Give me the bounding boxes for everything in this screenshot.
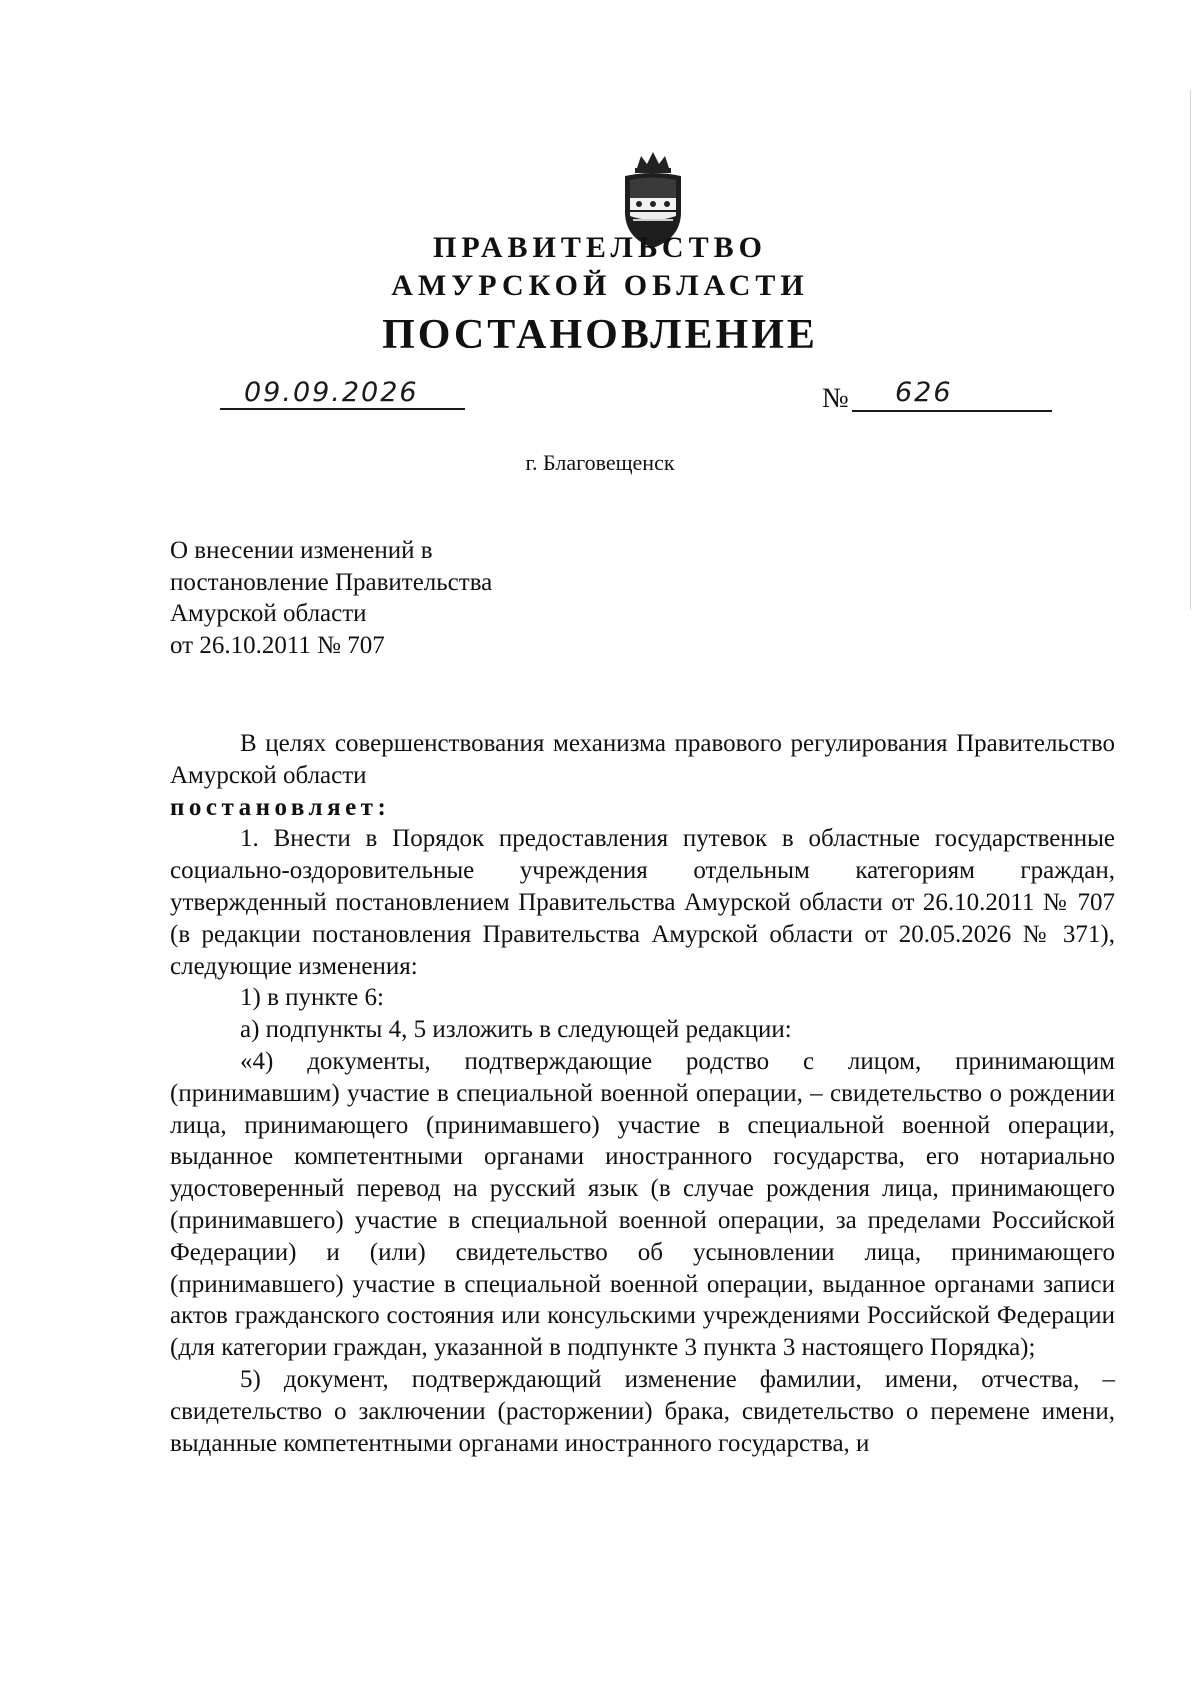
paragraph-item-1-1: 1) в пункте 6: xyxy=(240,984,384,1012)
number-underline xyxy=(852,410,1052,412)
paragraph-preamble: В целях совершенствования механизма правового регулирования Правительство Амурской области xyxy=(170,730,1115,789)
subject-line: от 26.10.2011 № 707 xyxy=(170,631,385,659)
subject-line: Амурской области xyxy=(170,600,367,627)
subject-line: постановление Правительства xyxy=(170,568,493,596)
city-line: г. Благовещенск xyxy=(525,450,675,475)
header-doc-type: ПОСТАНОВЛЕНИЕ xyxy=(382,312,818,358)
header-region: АМУРСКОЙ ОБЛАСТИ xyxy=(391,269,809,302)
paragraph-subitem-a: а) подпункты 4, 5 изложить в следующей редакции: xyxy=(240,1016,792,1044)
decree-word-text: постановляет: xyxy=(170,793,391,821)
header-government: ПРАВИТЕЛЬСТВО xyxy=(433,231,767,264)
subject-line: О внесении изменений в xyxy=(170,537,433,564)
document-body xyxy=(170,728,1115,1459)
number-sign: № xyxy=(822,383,849,414)
date-underline xyxy=(220,408,465,410)
handwritten-date: 09.09.2026 xyxy=(244,377,419,408)
subject-block xyxy=(170,535,492,661)
handwritten-number: 626 xyxy=(895,377,953,408)
paragraph-subitem-5: 5) документ, подтверждающий изменение фамилии, имени, отчества, – свидетельство о заключении (расторжении) брака, свидетельство о перемене имени, выданные компетентными органами иностранного государства, и xyxy=(170,1365,1115,1457)
paragraph-subitem-4: «4) документы, подтверждающие родство с лицом, принимающим (принимавшим) участие в специальной военной операции, – свидетельство о рождении лица, принимающего (принимавшего) участие в специальной военной операции, выданное компетентными органами иностранного государства, его нотариально удостоверенный перевод на русский язык (в случае рождения лица, принимающего (принимавшего) участие в специальной военной операции, за пределами Российской Федерации) и (или) свидетельство об усыновлении лица, принимающего (принимавшего) участие в специальной военной операции, выданное органами записи актов гражданского состояния или консульскими учреждениями Российской Федерации (для категории граждан, указанной в подпункте 3 пункта 3 настоящего Порядка); xyxy=(170,1047,1115,1362)
decree-word xyxy=(170,792,1115,824)
paragraph-item-1: 1. Внести в Порядок предоставления путевок в областные государственные социально-оздоровительные учреждения отдельным категориям граждан, утвержденный постановлением Правительства Амурской области от 26.10.2011 № 707 (в редакции постановления Правительства Амурской области от 20.05.2026 № 371), следующие изменения: xyxy=(170,825,1115,980)
